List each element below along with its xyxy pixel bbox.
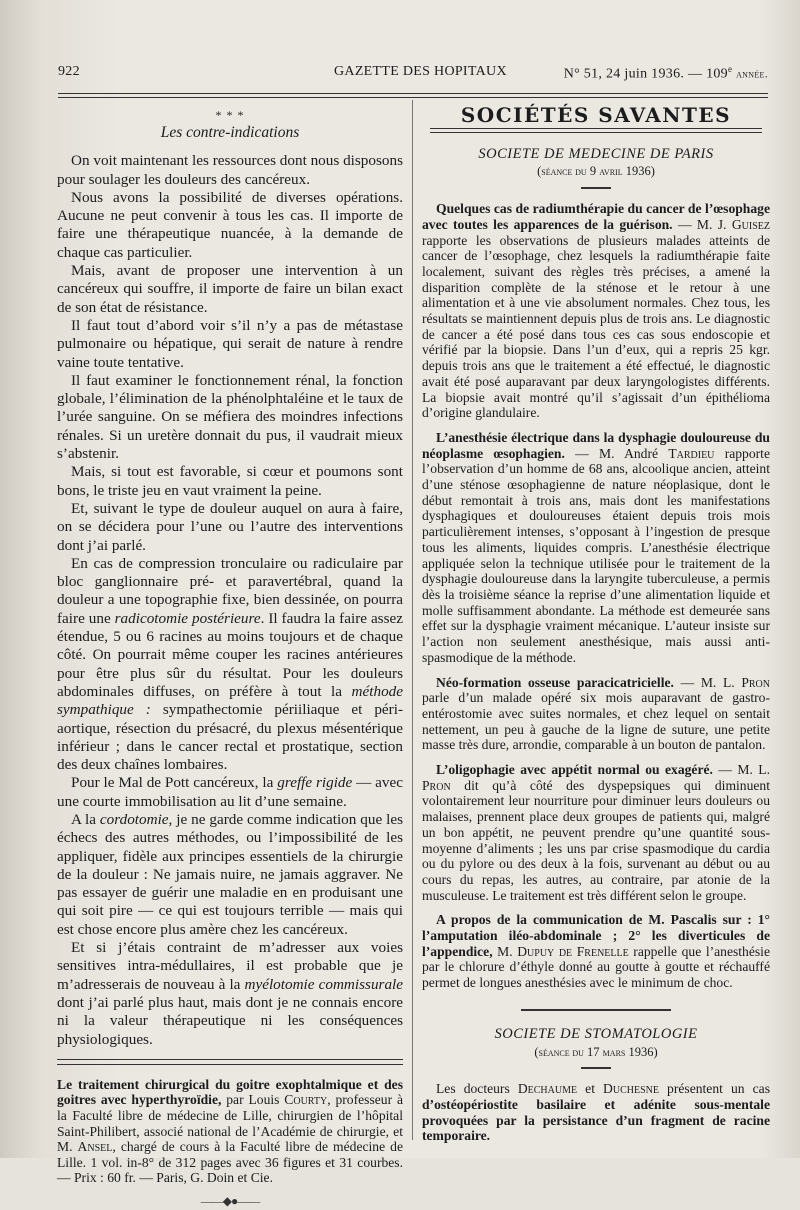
article-6-and: et [577,1081,604,1097]
paragraph-11 [57,939,403,1049]
right-column [422,103,771,1153]
paragraph-2: Nous avons la possibilité de diverses opérations. Aucune ne peut convenir à tous les cas. Il importe de faire une thérapeutique nuancée, à la demande de chaque cas particulier. [57,188,403,261]
article-5-body: rappelle que l’anesthésie par le chlorure d’éthyle donné au goutte à goutte et réchauffé permet de longues anesthésies avec le minimum de choc. [422,943,770,991]
paragraph-11-italic: myélotomie commissurale [244,975,403,993]
paragraph-10 [57,811,403,939]
societes-banner: SOCIÉTÉS SAVANTES [460,103,732,127]
session-1-month: avril [599,166,623,179]
article-6-author-2: Duchesne [603,1081,659,1097]
header-rule [58,93,768,98]
article-2-body: rapporte l’observation d’un homme de 68 ans, alcoolique ancien, atteint d’une sténose œsophagienne de nature néoplasique, dont le début remontait à trois ans, mais dont les manifestations dysphagiques et douloureuses étaient depuis trois mois particulièrement intenses, s’opposant à l’ingestion de presque tous les aliments, liquides compris. L’anesthésie électrique appliquée selon la technique utilisée pour le traitement de la dysphagie douloureuse dans la laryngite tuberculeuse, a permis dès la troisième séance la reprise d’une alimentation liquide et molle suffisamment abondante. La méthode est demeurée sans effet sur la dysphagie vraiment mécanique. L’auteur insiste sur l’action non seulement anesthésique, mais aussi anti-spasmodique de la méthode. [422,445,770,665]
paragraph-8-text-a: En cas de compression tronculaire ou radiculaire par bloc ganglionnaire pré- et paravertébral, quand la douleur a une topographie fixe, bien dessinée, on pourra faire une [57,554,403,627]
paragraph-11-text-b: dont j’ai parlé plus haut, mais dont je ne connais encore ni la valeur thérapeutique ni les conséquences physiologiques. [57,993,403,1048]
article-4-pre: — M. L. [712,762,770,778]
article-3-author: Pron [741,674,771,690]
session-2-label: séance du [538,1046,584,1059]
article-1-title: Quelques cas de radiumthérapie du cancer de l’œsophage avec toutes les apparences de la guérison. [422,201,770,232]
paragraph-9 [57,774,403,811]
issue-year-word: année. [736,66,768,81]
article-3 [422,675,770,754]
article-6-mid: présentent un cas [658,1081,771,1097]
paragraph-8-text-c: sympathectomie périiliaque et péri-aortique, résection du présacré, du plexus mésentérique inférieur ; dans le cancer rectal et prostatique, section des deux chaînes lombaires. [57,701,403,774]
issue-number-date: N° 51, 24 juin 1936. — 109 [563,66,728,82]
society-1-name: SOCIETE DE MEDECINE DE PARIS [478,145,714,162]
section-title: Les contre-indications [160,124,300,141]
article-2-title: L’anesthésie électrique dans la dysphagie douloureuse du néoplasme œsophagien. [422,429,770,461]
society-1-session [422,164,770,181]
paragraph-8-italic-2: méthode sympathique : [57,682,403,719]
paragraph-9-italic: greffe rigide [277,774,353,792]
session-1-open: ( [537,164,542,179]
paragraph-5: Il faut examiner le fonctionnement rénal, la fonction globale, l’élimination de la phénolphtaléine et le taux de l’urée sanguine. On se méfiera des moindres infections rénales. Si un uretère donnait du pus, il vaudrait mieux s’abstenir. [57,371,403,463]
paragraph-3: Mais, avant de proposer une intervention à un cancéreux qui souffre, il importe de faire un bilan exact de son état de résistance. [57,262,403,316]
session-2-open: ( [534,1044,539,1059]
journal-title: GAZETTE DES HOPITAUX [334,64,507,79]
paragraph-9-text-a: Pour le Mal de Pott cancéreux, la [71,774,278,792]
article-5 [422,912,770,991]
review-rule [57,1059,403,1065]
session-1-year: 1936) [622,164,655,179]
article-2-pre: — M. André [564,445,669,461]
paragraph-10-text-b: , je ne garde comme indication que les échecs des autres méthodes, ou l’impossibilité de les appliquer, fidèle aux principes essentiels de la chirurgie de la douleur : Ne jamais nuire, ne jamais aggraver. Ne pas essayer de guérir une maladie en en produisant une qui soit pire — ce qui est toujours terrible — mais qui est chose encore plus amère chez les cancéreux. [57,810,403,938]
article-2-author: Tardieu [668,445,715,461]
session-2-month: mars [602,1046,626,1059]
paragraph-7: Et, suivant le type de douleur auquel on aura à faire, on se décidera pour l’une ou l’autre des interventions dont j’ai parlé. [57,499,403,554]
banner-rule [430,128,762,133]
article-1 [422,201,770,421]
section-rule [521,1009,671,1011]
article-4-title: L’oligophagie avec appétit normal ou exagéré. [436,762,713,778]
column-divider [412,100,413,1140]
review-author-1: Courty [284,1092,328,1108]
book-review [57,1077,403,1186]
article-5-title: A propos de la communication de M. Pascalis sur : 1° l’amputation iléo-abdominale ; 2° les diverticules de l’appendice, [422,912,770,959]
paragraph-10-text-a: A la [71,810,100,828]
article-1-pre: — M. J. [672,216,732,232]
article-1-author: Guisez [731,216,770,232]
article-3-title: Néo-formation osseuse paracicatricielle. [436,674,674,690]
paragraph-6: Mais, si tout est favorable, si cœur et poumons sont bons, le triste jeu en vaut vraiment la peine. [57,463,403,499]
article-5-author: Dupuy de Frenelle [517,943,629,959]
issue-info [564,64,768,83]
session-2-year: 1936) [625,1044,658,1059]
session-2-day: 17 [583,1044,603,1059]
article-3-pre: — M. L. [673,674,742,690]
review-author-2: Ansel [77,1139,113,1155]
article-6 [422,1081,770,1144]
article-4 [422,762,770,903]
article-4-body: dit qu’à côté des dyspepsiques qui diminuent volontairement leur nourriture pour diminuer leurs douleurs ou malaises, prennent place deux groupes de patients qui, malgré un bon appétit, ne peuvent prendre qu’une quantité sous-moyenne d’aliments ; les uns par crise spasmodique du cardia ou du pylore ou des deux à la fois, survenant au début ou au cours du repas, les autres, au contraire, par atonie de la musculeuse. Le traitement est très différent selon le groupe. [422,777,770,903]
review-end: , chargé de cours à la Faculté libre de médecine de Lille. 1 vol. in-8° de 312 pages avec 36 figures et 31 courbes. — Prix : 60 fr. — Paris, G. Doin et Cie. [57,1139,404,1186]
article-1-body: rapporte les observations de plusieurs malades atteints de cancer de l’œsophage, chez lesquels la radiumthérapie faite localement, suivant des règles très précises, a amené la disparition complète de la sténose et le retour à une alimentation et à une vie absolument normales. Chez tous, les résultats se maintiennent depuis plus de trois ans. Le diagnostic de cancer a été posé dans tous ces cas sous endoscopie et vérifié par la biopsie. Dans l’un d’eux, qui a repris 25 kgr. depuis trois ans que le traitement a été effectué, le diagnostic avait été posé auparavant par deux laryngologistes différents. La biopsie avait montré qu’il s’agissait d’un épithélioma d’origine glandulaire. [422,232,770,421]
society-1-rule [581,187,611,189]
paragraph-8-italic-1: radicotomie postérieure [114,609,261,627]
review-title: Le traitement chirurgical du goitre exophtalmique et des goitres avec hyperthyroïdie, [57,1076,403,1108]
issue-ordinal: e [727,64,733,74]
article-6-author-1: Dechaume [517,1081,578,1097]
end-ornament: ——◆●—— [200,1194,260,1208]
article-2 [422,430,770,666]
society-2-rule [581,1067,611,1069]
paragraph-4: Il faut tout d’abord voir s’il n’y a pas de métastase pulmonaire ou hépatique, qui serait de nature à rendre vaine toute tentative. [57,316,403,371]
paragraph-8 [57,555,403,775]
paragraph-10-italic: cordotomie [99,810,169,828]
page-header [58,64,768,86]
paragraph-9-text-b: — avec une courte immobilisation au lit d’une semaine. [57,774,403,810]
page-number: 922 [58,64,80,79]
society-2-session [422,1045,770,1062]
article-6-pre: Les docteurs [436,1081,518,1097]
paragraph-11-text-a: Et si j’étais contraint de m’adresser aux voies sensitives intra-médullaires, il est probable que je m’adresserais de nouveau à la [57,939,403,993]
session-1-day: 9 [586,164,600,179]
society-2-name: SOCIETE DE STOMATOLOGIE [494,1025,698,1042]
article-5-pre: M. [492,943,518,959]
session-1-label: séance du [541,166,587,179]
review-by: par Louis [221,1092,285,1108]
article-3-body: parle d’un malade opéré six mois auparavant de gastro-entérostomie avec suites normales, et chez lequel on sentait nettement, un peu à gauche de la ligne de suture, une petite masse très dure, arrondie, comparable à un bouton de pantalon. [422,690,770,753]
review-mid: , professeur à la Faculté libre de médecine de Lille, chirurgien de l’hôpital Saint-Philibert, associé national de l’Académie de chirurgie, et M. [57,1092,403,1155]
article-4-author: Pron [422,777,451,793]
section-stars: * * * [215,108,245,122]
paragraph-1: On voit maintenant les ressources dont nous disposons pour soulager les douleurs des cancéreux. [57,152,403,188]
article-6-title: d’ostéopériostite basilaire et adénite sous-mentale provoquées par la persistance d’un fragment de racine temporaire. [422,1096,770,1144]
paragraph-8-text-b: . Il faudra la faire assez étendue, 5 ou 6 racines au moins toujours et de chaque côté. On pourrait même couper les racines antérieures pour être plus sûr du résultat. Pour les douleurs abdominales diffuses, on préfère à tout la [57,609,403,700]
left-column [57,106,403,1210]
